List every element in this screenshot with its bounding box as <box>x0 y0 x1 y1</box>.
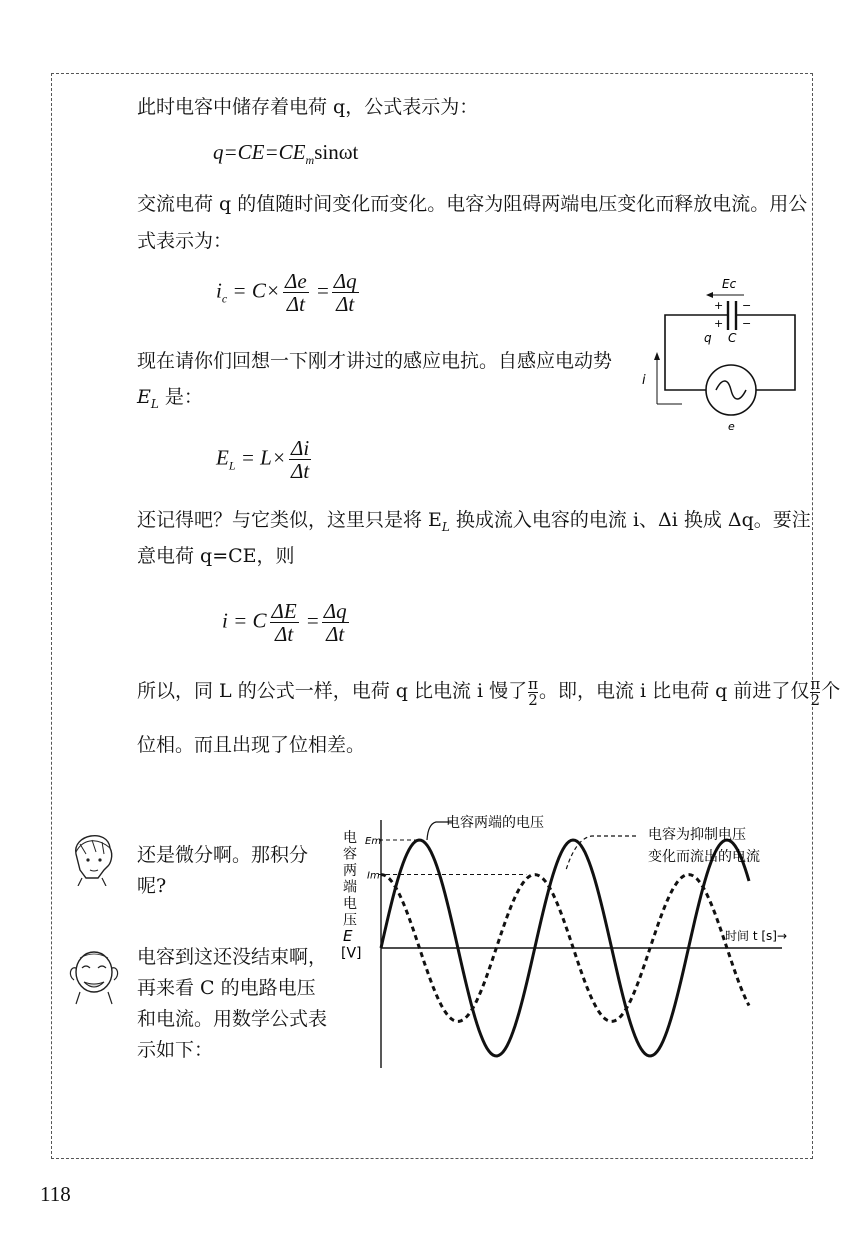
ec-arrow-head <box>706 292 713 298</box>
fraction-num: Δq <box>333 269 357 293</box>
fraction-num: π <box>810 674 821 693</box>
fraction-den: Δt <box>275 622 294 646</box>
i-label: i <box>642 373 646 388</box>
formula-charge-main: q=CE=CE <box>213 140 306 164</box>
formula-el-eq: = L× <box>240 445 287 470</box>
voltage-current-waveform-chart <box>330 800 800 1075</box>
y-axis-label-char: 两 <box>343 863 357 879</box>
el-sub: L <box>150 396 159 411</box>
minus-top: − <box>742 299 752 312</box>
formula-ic-eq2: = <box>316 278 329 303</box>
girl-avatar <box>68 826 116 886</box>
fraction-dq-dt-2 <box>322 600 349 645</box>
fraction-den: 2 <box>810 690 821 709</box>
current-callout-label-1: 电容为抑制电压 <box>648 827 746 843</box>
formula-i-eq: = <box>306 608 319 633</box>
fraction-num: π <box>528 674 538 693</box>
y-axis-label-char: 电 <box>343 896 357 912</box>
paragraph-analogy-2: 意电荷 q=CE，则 <box>137 545 295 567</box>
fraction-pi-over-2 <box>528 674 538 709</box>
fraction-den: Δt <box>291 459 310 483</box>
im-tick-label: Im <box>367 870 380 882</box>
formula-el-sub: L <box>228 458 236 473</box>
fraction-dE-dt <box>270 600 299 645</box>
page-number: 118 <box>40 1182 71 1206</box>
phase-pre: 所以，同 L 的公式一样，电荷 q 比电流 i 慢了 <box>137 680 528 702</box>
phase-mid: 。即，电流 i 比电荷 q 前进了仅 <box>538 680 810 702</box>
y-axis-label-char: [V] <box>341 945 362 962</box>
formula-inductance <box>216 437 314 482</box>
phase-post: 个 <box>821 680 841 702</box>
fraction-pi-over-2-b <box>810 674 821 709</box>
fraction-num: Δq <box>323 599 347 623</box>
plus-top: + <box>714 299 724 312</box>
paragraph-recall-1: 现在请你们回想一下刚才讲过的感应电抗。自感应电动势 <box>137 350 613 372</box>
q-label: q <box>704 331 712 345</box>
fraction-num: ΔE <box>271 599 297 623</box>
formula-charge-tail: sinωt <box>314 140 359 164</box>
el-var: E <box>137 386 151 408</box>
ec-label: Ec <box>722 277 737 291</box>
formula-ic-var: i <box>216 278 222 303</box>
fraction-den: Δt <box>326 622 345 646</box>
formula-ic-sub: c <box>221 291 228 306</box>
fraction-de-dt <box>283 270 309 315</box>
fraction-num: Δi <box>291 436 310 460</box>
y-axis-label-char: E <box>343 927 353 945</box>
fraction-num: Δe <box>285 269 307 293</box>
fraction-den: Δt <box>286 292 305 316</box>
plus-bottom: + <box>714 317 724 330</box>
formula-el-var: E <box>216 445 229 470</box>
paragraph-phase-1 <box>137 676 840 708</box>
e-label: e <box>728 420 735 433</box>
y-axis-label-char: 电 <box>343 830 357 846</box>
analogy-sub: L <box>441 519 450 534</box>
x-axis-label: 时间 t [s]→ <box>725 929 788 943</box>
el-tail: 是： <box>158 386 203 408</box>
old-man-dialog: 电容到这还没结束啊，再来看 C 的电路电压和电流。用数学公式表示如下： <box>137 946 328 1061</box>
c-label: C <box>728 331 737 345</box>
y-axis-label-char: 端 <box>343 879 357 896</box>
fraction-den: 2 <box>528 690 538 709</box>
y-axis-label-char: 容 <box>343 846 357 863</box>
fraction-di-dt <box>289 437 311 482</box>
analogy-pre: 还记得吧？与它类似，这里只是将 E <box>137 509 442 531</box>
paragraph-current-intro-2: 式表示为： <box>137 230 233 252</box>
current-arrow-head <box>654 352 660 360</box>
y-axis-label <box>341 829 362 962</box>
old-man-avatar <box>66 946 122 1006</box>
formula-ic-eq: = C× <box>232 278 281 303</box>
minus-bottom: − <box>742 317 752 330</box>
formula-charge-sub: m <box>305 153 315 168</box>
analogy-tail: 换成流入电容的电流 i、Δi 换成 Δq。要注 <box>449 509 811 531</box>
girl-dialog: 还是微分啊。那积分呢? <box>137 844 309 897</box>
capacitor-circuit-diagram <box>636 272 806 437</box>
fraction-den: Δt <box>336 292 355 316</box>
formula-current-c <box>216 270 362 315</box>
formula-capacitor-current <box>222 600 352 645</box>
formula-charge <box>213 140 358 168</box>
fraction-dq-dt <box>332 270 359 315</box>
paragraph-phase-2: 位相。而且出现了位相差。 <box>137 734 366 756</box>
current-callout-label-2: 变化而流出的电流 <box>648 849 760 865</box>
em-tick-label: Em <box>365 836 382 847</box>
formula-i-lhs: i = C <box>222 608 267 633</box>
y-axis-label-char: 压 <box>343 912 357 929</box>
paragraph-current-intro-1: 交流电荷 q 的值随时间变化而变化。电容为阻碍两端电压变化而释放电流。用公 <box>137 193 808 215</box>
paragraph-recall-2 <box>137 382 203 419</box>
paragraph-analogy-1 <box>137 505 811 542</box>
paragraph-charge: 此时电容中储存着电荷 q，公式表示为： <box>137 96 479 118</box>
voltage-callout-label: 电容两端的电压 <box>446 815 544 831</box>
